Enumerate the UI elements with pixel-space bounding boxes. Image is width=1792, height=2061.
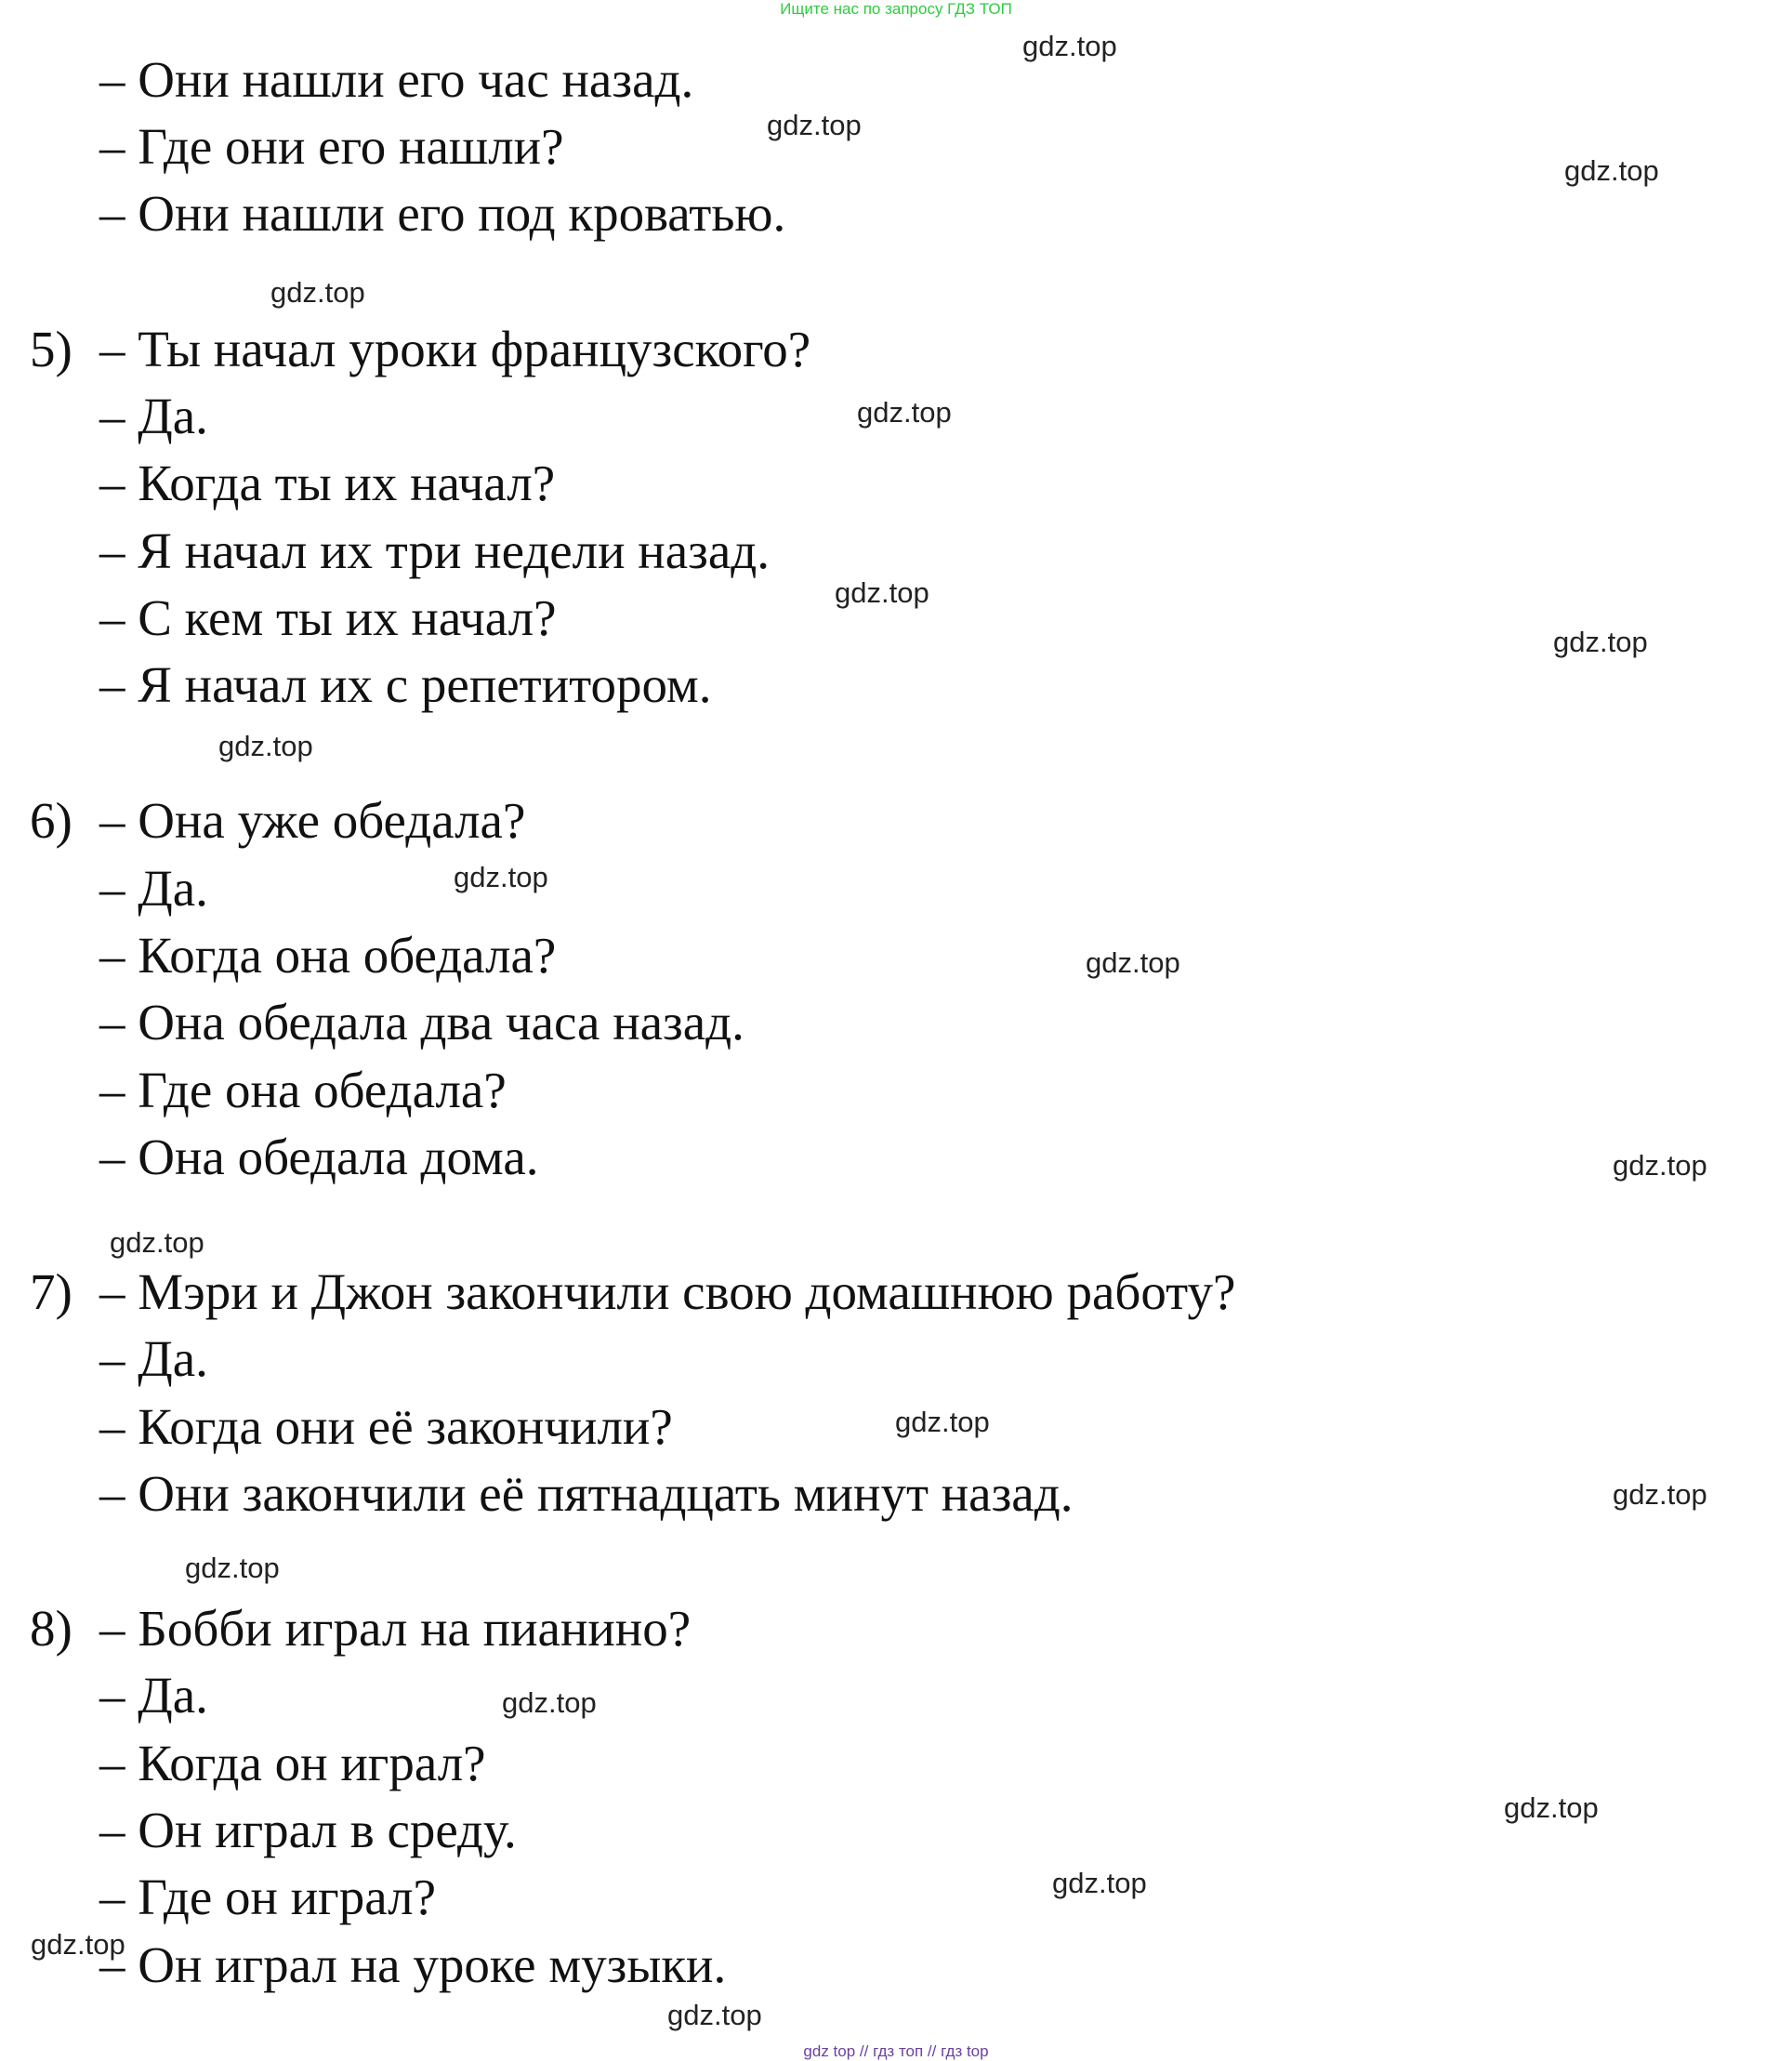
line-text: – Он играл на уроке музыки.: [99, 1936, 727, 1993]
line-text: – С кем ты их начал?: [99, 589, 557, 646]
line-text: – Она обедала два часа назад.: [99, 994, 744, 1050]
line-text: – Где она обедала?: [99, 1062, 507, 1118]
watermark: gdz.top: [1613, 1149, 1707, 1182]
item-number: 7): [30, 1263, 72, 1320]
line-text: – Да.: [99, 1667, 208, 1724]
line-text: – Когда он играл?: [99, 1735, 486, 1791]
watermark: gdz.top: [218, 730, 313, 762]
watermark: gdz.top: [857, 396, 952, 429]
watermark: gdz.top: [454, 861, 548, 893]
watermark: gdz.top: [185, 1552, 280, 1584]
line-text: – Да.: [99, 860, 208, 917]
watermark: gdz.top: [767, 109, 862, 141]
watermark: gdz.top: [667, 1999, 762, 2031]
line-text: – Они нашли его под кроватью.: [99, 185, 786, 242]
item-number: 8): [30, 1600, 72, 1657]
line-text: – Ты начал уроки французского?: [99, 321, 811, 377]
line-text: – Они закончили её пятнадцать минут назад.: [99, 1465, 1074, 1522]
watermark: gdz.top: [1086, 946, 1180, 979]
line-text: – Он играл в среду.: [99, 1802, 517, 1858]
footer-text: gdz top // гдз топ // гдз top: [803, 2042, 989, 2060]
line-text: – Я начал их с репетитором.: [99, 656, 712, 713]
line-text: – Когда она обедала?: [99, 927, 557, 984]
line-text: – Они нашли его час назад.: [99, 51, 694, 108]
line-text: – Мэри и Джон закончили свою домашнюю работу?: [99, 1263, 1236, 1320]
search-banner: Ищите нас по запросу ГДЗ ТОП: [780, 0, 1012, 18]
watermark: gdz.top: [835, 576, 929, 609]
line-text: – Да.: [99, 1330, 208, 1387]
line-text: – Она обедала дома.: [99, 1129, 539, 1185]
watermark: gdz.top: [502, 1686, 597, 1719]
watermark: gdz.top: [1613, 1478, 1707, 1511]
watermark: gdz.top: [270, 276, 365, 309]
watermark: gdz.top: [1504, 1791, 1599, 1824]
line-text: – Где он играл?: [99, 1869, 436, 1925]
item-number: 5): [30, 321, 72, 377]
line-text: – Бобби играл на пианино?: [99, 1600, 692, 1657]
line-text: – Когда они её закончили?: [99, 1398, 673, 1455]
item-number: 6): [30, 792, 72, 849]
line-text: – Когда ты их начал?: [99, 455, 556, 511]
watermark: gdz.top: [1052, 1867, 1147, 1899]
line-text: – Где они его нашли?: [99, 118, 564, 175]
line-text: – Я начал их три недели назад.: [99, 522, 771, 579]
watermark: gdz.top: [1553, 626, 1648, 658]
line-text: – Она уже обедала?: [99, 792, 526, 849]
line-text: – Да.: [99, 388, 208, 444]
watermark: gdz.top: [1564, 154, 1659, 187]
watermark: gdz.top: [110, 1226, 204, 1259]
watermark: gdz.top: [31, 1928, 125, 1961]
watermark: gdz.top: [895, 1406, 990, 1438]
watermark: gdz.top: [1022, 30, 1117, 62]
